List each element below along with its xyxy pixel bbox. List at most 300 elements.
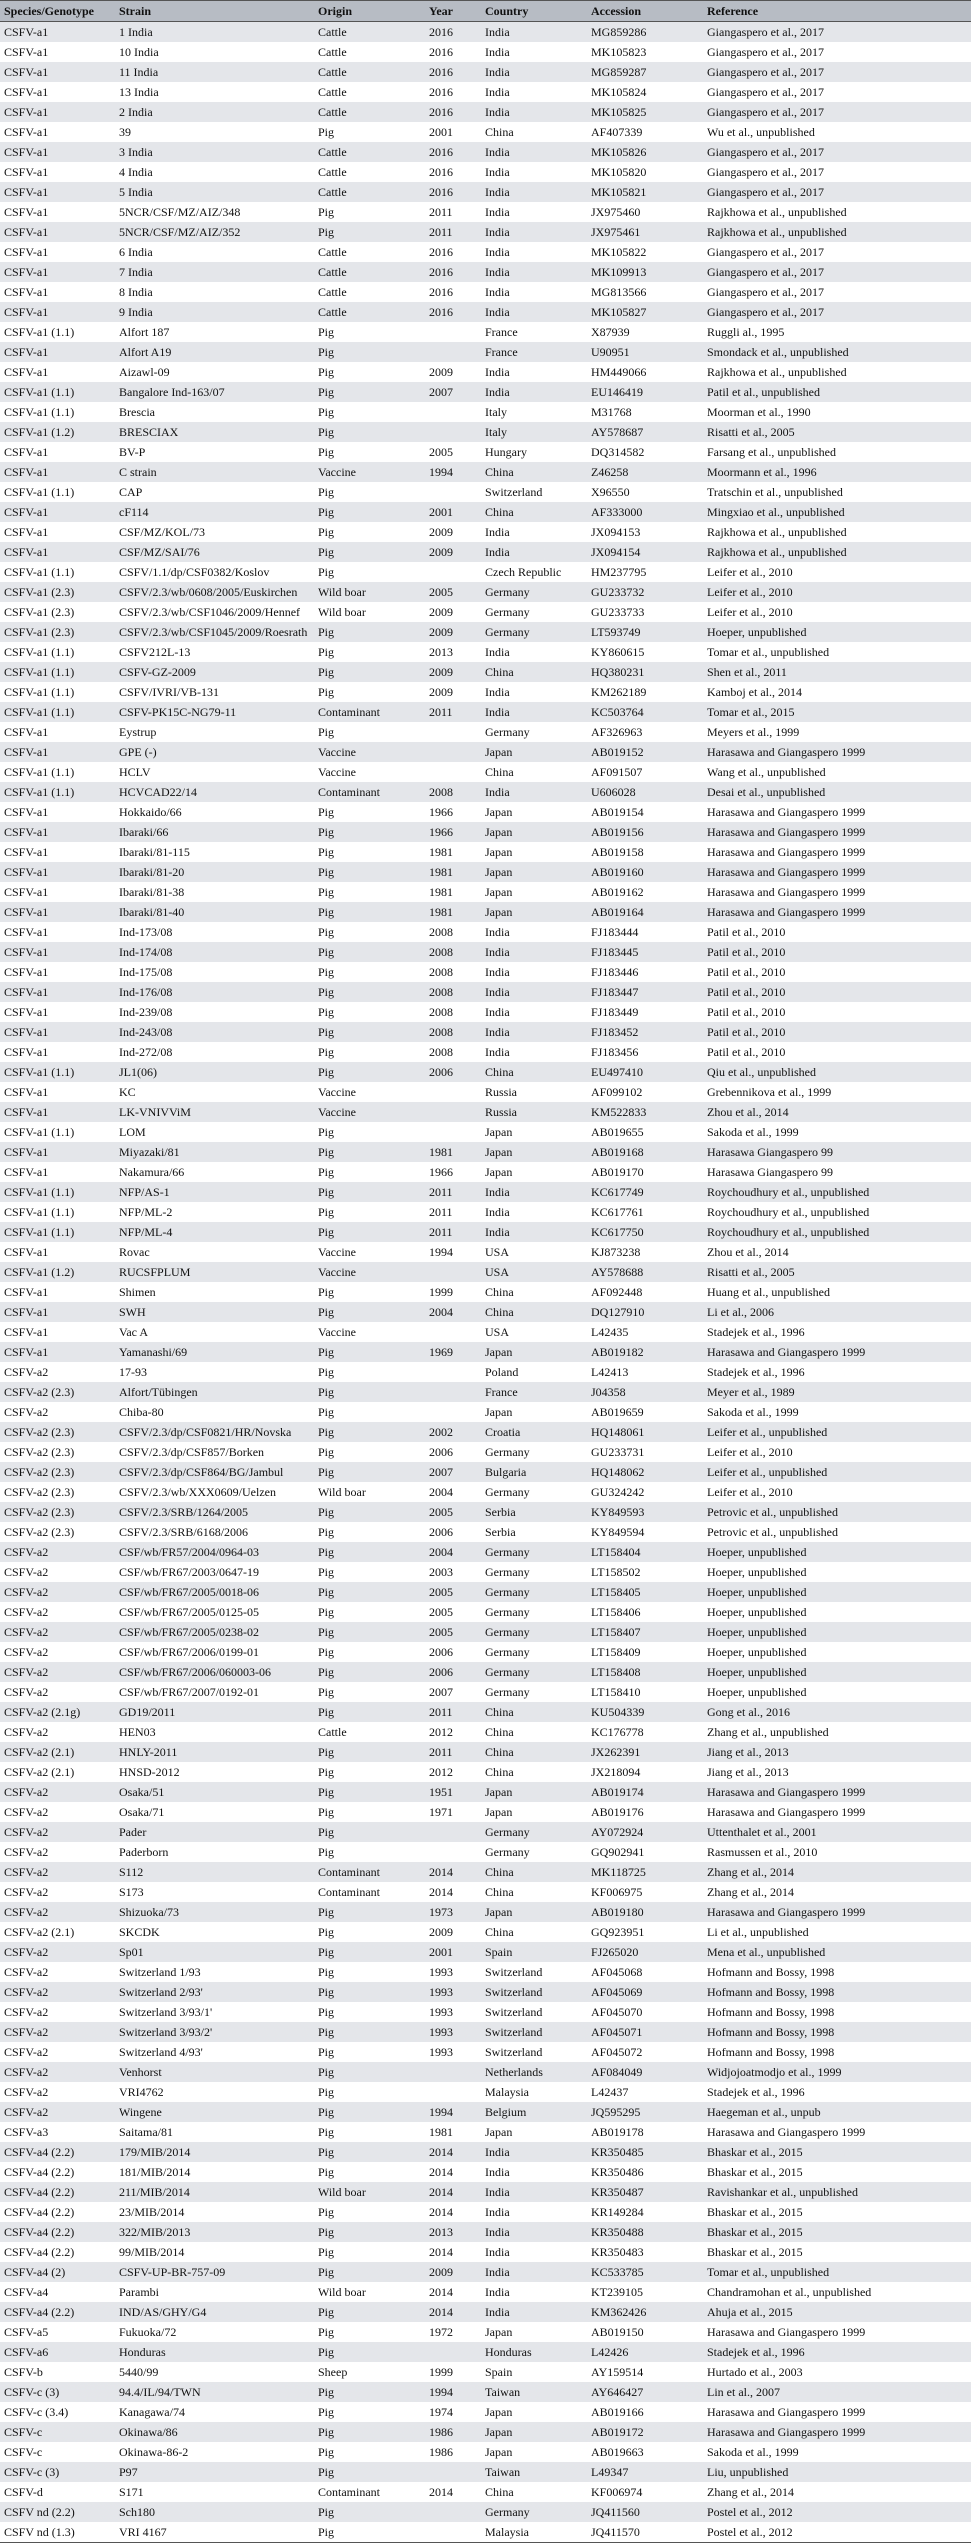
cell-strain: 179/MIB/2014: [115, 2142, 314, 2162]
table-row: [0, 1382, 971, 1402]
cell-species-genotype: CSFV-a1 (1.1): [0, 702, 115, 722]
cell-accession: LT158404: [587, 1542, 703, 1562]
cell-strain: SKCDK: [115, 1922, 314, 1942]
cell-origin: Pig: [314, 942, 425, 962]
cell-reference: Hofmann and Bossy, 1998: [703, 1962, 971, 1982]
cell-strain: CSF/wb/FR67/2005/0125-05: [115, 1602, 314, 1622]
cell-species-genotype: CSFV-a2: [0, 2042, 115, 2062]
cell-origin: Contaminant: [314, 2482, 425, 2502]
cell-accession: AB019154: [587, 802, 703, 822]
table-row: [0, 922, 971, 942]
cell-strain: CSFV/2.3/wb/0608/2005/Euskirchen: [115, 582, 314, 602]
cell-accession: KR149284: [587, 2202, 703, 2222]
cell-species-genotype: CSFV-a1: [0, 162, 115, 182]
cell-reference: Desai et al., unpublished: [703, 782, 971, 802]
cell-strain: Bangalore Ind-163/07: [115, 382, 314, 402]
cell-year: 2008: [425, 942, 481, 962]
cell-country: Italy: [481, 402, 587, 422]
table-row: [0, 142, 971, 162]
cell-strain: JL1(06): [115, 1062, 314, 1082]
cell-reference: Bhaskar et al., 2015: [703, 2162, 971, 2182]
table-row: [0, 2342, 971, 2362]
header-origin: Origin: [314, 1, 425, 22]
table-row: [0, 722, 971, 742]
cell-reference: Hofmann and Bossy, 1998: [703, 2022, 971, 2042]
cell-accession: FJ183447: [587, 982, 703, 1002]
cell-reference: Haegeman et al., unpub: [703, 2102, 971, 2122]
cell-accession: GQ902941: [587, 1842, 703, 1862]
cell-strain: Parambi: [115, 2282, 314, 2302]
cell-year: [425, 1382, 481, 1402]
cell-species-genotype: CSFV-a1: [0, 342, 115, 362]
cell-origin: Pig: [314, 482, 425, 502]
cell-origin: Pig: [314, 1302, 425, 1322]
cell-origin: Pig: [314, 2402, 425, 2422]
cell-year: 2009: [425, 662, 481, 682]
cell-origin: Vaccine: [314, 742, 425, 762]
table-row: [0, 1642, 971, 1662]
cell-accession: AB019659: [587, 1402, 703, 1422]
cell-reference: Liu, unpublished: [703, 2462, 971, 2482]
cell-species-genotype: CSFV-a1 (1.1): [0, 1202, 115, 1222]
cell-accession: AY159514: [587, 2362, 703, 2382]
cell-species-genotype: CSFV-a1: [0, 182, 115, 202]
cell-year: 1981: [425, 902, 481, 922]
header-reference: Reference: [703, 1, 971, 22]
cell-reference: Moormann et al., 1996: [703, 462, 971, 482]
cell-country: China: [481, 1762, 587, 1782]
table-row: [0, 2202, 971, 2222]
cell-reference: Harasawa and Giangaspero 1999: [703, 742, 971, 762]
cell-accession: HM449066: [587, 362, 703, 382]
cell-country: USA: [481, 1322, 587, 1342]
cell-accession: JX218094: [587, 1762, 703, 1782]
cell-strain: Brescia: [115, 402, 314, 422]
cell-year: [425, 482, 481, 502]
cell-origin: Pig: [314, 542, 425, 562]
cell-accession: KR350487: [587, 2182, 703, 2202]
table-body: [0, 22, 971, 2543]
cell-strain: VRI 4167: [115, 2522, 314, 2543]
cell-reference: Zhang et al., 2014: [703, 1882, 971, 1902]
cell-origin: Pig: [314, 2262, 425, 2282]
cell-year: 2016: [425, 262, 481, 282]
cell-species-genotype: CSFV-a2 (2.3): [0, 1522, 115, 1542]
cell-country: India: [481, 642, 587, 662]
cell-species-genotype: CSFV-a1: [0, 222, 115, 242]
cell-reference: Bhaskar et al., 2015: [703, 2222, 971, 2242]
table-row: [0, 582, 971, 602]
cell-year: [425, 1362, 481, 1382]
cell-strain: S112: [115, 1862, 314, 1882]
cell-strain: Sp01: [115, 1942, 314, 1962]
cell-reference: Petrovic et al., unpublished: [703, 1502, 971, 1522]
cell-accession: U606028: [587, 782, 703, 802]
cell-year: [425, 1082, 481, 1102]
cell-strain: 13 India: [115, 82, 314, 102]
cell-country: Japan: [481, 1782, 587, 1802]
cell-reference: Risatti et al., 2005: [703, 422, 971, 442]
cell-year: [425, 762, 481, 782]
cell-strain: HCVCAD22/14: [115, 782, 314, 802]
cell-reference: Stadejek et al., 1996: [703, 2342, 971, 2362]
cell-origin: Pig: [314, 1702, 425, 1722]
cell-year: 1972: [425, 2322, 481, 2342]
cell-reference: Stadejek et al., 1996: [703, 1362, 971, 1382]
cell-species-genotype: CSFV-a1 (1.1): [0, 382, 115, 402]
cell-reference: Farsang et al., unpublished: [703, 442, 971, 462]
table-row: [0, 1982, 971, 2002]
cell-origin: Vaccine: [314, 1082, 425, 1102]
cell-year: 2007: [425, 1682, 481, 1702]
cell-year: 1993: [425, 2022, 481, 2042]
cell-year: 1971: [425, 1802, 481, 1822]
cell-strain: 181/MIB/2014: [115, 2162, 314, 2182]
cell-year: 2002: [425, 1422, 481, 1442]
cell-strain: CSF/wb/FR67/2005/0018-06: [115, 1582, 314, 1602]
cell-species-genotype: CSFV-a1: [0, 742, 115, 762]
cell-accession: J04358: [587, 1382, 703, 1402]
cell-strain: CSFV-PK15C-NG79-11: [115, 702, 314, 722]
cell-accession: AB019164: [587, 902, 703, 922]
cell-strain: Alfort/Tübingen: [115, 1382, 314, 1402]
cell-country: India: [481, 222, 587, 242]
cell-strain: CSF/wb/FR67/2005/0238-02: [115, 1622, 314, 1642]
cell-origin: Pig: [314, 2242, 425, 2262]
cell-origin: Pig: [314, 1982, 425, 2002]
cell-year: 1974: [425, 2402, 481, 2422]
cell-country: Japan: [481, 2422, 587, 2442]
cell-year: [425, 1262, 481, 1282]
cell-origin: Cattle: [314, 302, 425, 322]
cell-accession: AF326963: [587, 722, 703, 742]
cell-strain: CSFV212L-13: [115, 642, 314, 662]
cell-accession: KR350483: [587, 2242, 703, 2262]
table-row: [0, 1762, 971, 1782]
cell-accession: AB019174: [587, 1782, 703, 1802]
cell-strain: 211/MIB/2014: [115, 2182, 314, 2202]
cell-species-genotype: CSFV-a2: [0, 1822, 115, 1842]
cell-accession: LT158409: [587, 1642, 703, 1662]
cell-reference: Stadejek et al., 1996: [703, 2082, 971, 2102]
cell-origin: Pig: [314, 2502, 425, 2522]
cell-species-genotype: CSFV-a1: [0, 82, 115, 102]
cell-species-genotype: CSFV-a1: [0, 882, 115, 902]
cell-country: China: [481, 1882, 587, 1902]
cell-reference: Patil et al., 2010: [703, 942, 971, 962]
cell-reference: Giangaspero et al., 2017: [703, 42, 971, 62]
cell-species-genotype: CSFV-a1: [0, 902, 115, 922]
cell-country: China: [481, 122, 587, 142]
cell-country: Switzerland: [481, 1982, 587, 2002]
cell-strain: Switzerland 4/93': [115, 2042, 314, 2062]
cell-accession: KC617749: [587, 1182, 703, 1202]
cell-strain: Ibaraki/66: [115, 822, 314, 842]
cell-year: 1966: [425, 802, 481, 822]
cell-origin: Pig: [314, 2162, 425, 2182]
cell-year: 1951: [425, 1782, 481, 1802]
cell-strain: Ind-239/08: [115, 1002, 314, 1022]
cell-country: Russia: [481, 1102, 587, 1122]
cell-accession: HQ148061: [587, 1422, 703, 1442]
cell-country: Japan: [481, 2322, 587, 2342]
cell-reference: Hofmann and Bossy, 1998: [703, 1982, 971, 2002]
cell-year: [425, 2082, 481, 2102]
cell-origin: Pig: [314, 902, 425, 922]
cell-country: India: [481, 202, 587, 222]
cell-strain: Alfort A19: [115, 342, 314, 362]
cell-reference: Huang et al., unpublished: [703, 1282, 971, 1302]
cell-country: Japan: [481, 1402, 587, 1422]
cell-accession: AY646427: [587, 2382, 703, 2402]
cell-accession: HM237795: [587, 562, 703, 582]
cell-year: 2014: [425, 2142, 481, 2162]
cell-species-genotype: CSFV-a2: [0, 1942, 115, 1962]
table-row: [0, 1682, 971, 1702]
cell-species-genotype: CSFV-a2 (2.3): [0, 1422, 115, 1442]
cell-reference: Giangaspero et al., 2017: [703, 142, 971, 162]
cell-origin: Pig: [314, 1542, 425, 1562]
cell-species-genotype: CSFV-a2 (2.3): [0, 1502, 115, 1522]
cell-origin: Pig: [314, 1782, 425, 1802]
cell-strain: 10 India: [115, 42, 314, 62]
cell-strain: HNLY-2011: [115, 1742, 314, 1762]
cell-reference: Harasawa and Giangaspero 1999: [703, 1782, 971, 1802]
table-row: [0, 2502, 971, 2522]
cell-country: India: [481, 362, 587, 382]
cell-strain: CSF/MZ/KOL/73: [115, 522, 314, 542]
cell-species-genotype: CSFV-a2: [0, 2102, 115, 2122]
cell-strain: CSF/wb/FR67/2003/0647-19: [115, 1562, 314, 1582]
cell-strain: CSFV/2.3/SRB/1264/2005: [115, 1502, 314, 1522]
cell-country: France: [481, 1382, 587, 1402]
cell-origin: Pig: [314, 1762, 425, 1782]
table-row: [0, 2422, 971, 2442]
cell-origin: Pig: [314, 1662, 425, 1682]
table-row: [0, 1842, 971, 1862]
table-row: [0, 242, 971, 262]
cell-country: Japan: [481, 742, 587, 762]
cell-year: [425, 742, 481, 762]
cell-strain: Chiba-80: [115, 1402, 314, 1422]
cell-reference: Patil et al., 2010: [703, 1042, 971, 1062]
cell-country: Croatia: [481, 1422, 587, 1442]
cell-origin: Pig: [314, 402, 425, 422]
cell-species-genotype: CSFV-a2 (2.3): [0, 1442, 115, 1462]
table-row: [0, 522, 971, 542]
cell-accession: HQ148062: [587, 1462, 703, 1482]
cell-strain: Ind-243/08: [115, 1022, 314, 1042]
cell-strain: CAP: [115, 482, 314, 502]
table-header: [0, 1, 971, 22]
cell-year: 2006: [425, 1662, 481, 1682]
cell-country: China: [481, 1862, 587, 1882]
cell-strain: 23/MIB/2014: [115, 2202, 314, 2222]
cell-strain: BV-P: [115, 442, 314, 462]
cell-year: 2016: [425, 142, 481, 162]
cell-reference: Ruggli al., 1995: [703, 322, 971, 342]
cell-year: 2007: [425, 1462, 481, 1482]
table-row: [0, 402, 971, 422]
cell-species-genotype: CSFV-c: [0, 2422, 115, 2442]
cell-accession: FJ183449: [587, 1002, 703, 1022]
table-row: [0, 2282, 971, 2302]
table-row: [0, 1082, 971, 1102]
cell-species-genotype: CSFV-a4: [0, 2282, 115, 2302]
cell-species-genotype: CSFV-a1: [0, 302, 115, 322]
cell-accession: AF091507: [587, 762, 703, 782]
cell-year: 2011: [425, 202, 481, 222]
cell-origin: Vaccine: [314, 1262, 425, 1282]
cell-year: 2011: [425, 1742, 481, 1762]
cell-year: 2008: [425, 1022, 481, 1042]
table-row: [0, 262, 971, 282]
table-row: [0, 1502, 971, 1522]
table-row: [0, 2302, 971, 2322]
cell-strain: Miyazaki/81: [115, 1142, 314, 1162]
cell-origin: Pig: [314, 222, 425, 242]
cell-year: [425, 402, 481, 422]
cell-reference: Stadejek et al., 1996: [703, 1322, 971, 1342]
cell-origin: Cattle: [314, 102, 425, 122]
cell-country: Belgium: [481, 2102, 587, 2122]
table-row: [0, 802, 971, 822]
cell-origin: Pig: [314, 1922, 425, 1942]
cell-strain: CSF/wb/FR67/2006/060003-06: [115, 1662, 314, 1682]
cell-year: 2009: [425, 1922, 481, 1942]
cell-year: 2009: [425, 622, 481, 642]
cell-reference: Hoeper, unpublished: [703, 1642, 971, 1662]
cell-species-genotype: CSFV-a2: [0, 1362, 115, 1382]
cell-origin: Pig: [314, 1222, 425, 1242]
cell-reference: Wu et al., unpublished: [703, 122, 971, 142]
cell-country: Germany: [481, 1542, 587, 1562]
cell-year: 2006: [425, 1442, 481, 1462]
cell-year: 1973: [425, 1902, 481, 1922]
cell-country: Germany: [481, 1582, 587, 1602]
cell-accession: AB019655: [587, 1122, 703, 1142]
cell-accession: AF045071: [587, 2022, 703, 2042]
cell-origin: Pig: [314, 122, 425, 142]
cell-species-genotype: CSFV-a2: [0, 1602, 115, 1622]
table-row: [0, 2482, 971, 2502]
table-row: [0, 2322, 971, 2342]
cell-year: 2005: [425, 1622, 481, 1642]
cell-country: India: [481, 542, 587, 562]
cell-strain: KC: [115, 1082, 314, 1102]
cell-year: 2004: [425, 1482, 481, 1502]
cell-species-genotype: CSFV-a1: [0, 122, 115, 142]
cell-reference: Hoeper, unpublished: [703, 1602, 971, 1622]
cell-reference: Patil et al., 2010: [703, 1022, 971, 1042]
cell-origin: Pig: [314, 1282, 425, 1302]
cell-species-genotype: CSFV-a4 (2.2): [0, 2222, 115, 2242]
cell-origin: Pig: [314, 1442, 425, 1462]
cell-year: 1999: [425, 2362, 481, 2382]
cell-species-genotype: CSFV-a2: [0, 1582, 115, 1602]
cell-accession: AB019180: [587, 1902, 703, 1922]
cell-country: India: [481, 1182, 587, 1202]
cell-species-genotype: CSFV-a1: [0, 202, 115, 222]
cell-year: 1981: [425, 1142, 481, 1162]
cell-country: Germany: [481, 1682, 587, 1702]
table-row: [0, 1582, 971, 1602]
cell-accession: Z46258: [587, 462, 703, 482]
cell-country: Germany: [481, 622, 587, 642]
cell-reference: Grebennikova et al., 1999: [703, 1082, 971, 1102]
cell-year: 2005: [425, 582, 481, 602]
cell-year: 2016: [425, 302, 481, 322]
table-row: [0, 1722, 971, 1742]
cell-accession: KM362426: [587, 2302, 703, 2322]
cell-year: 2007: [425, 382, 481, 402]
header-accession: Accession: [587, 1, 703, 22]
table-row: [0, 1062, 971, 1082]
table-row: [0, 2022, 971, 2042]
cell-country: India: [481, 102, 587, 122]
cell-reference: Sakoda et al., 1999: [703, 2442, 971, 2462]
cell-country: Japan: [481, 902, 587, 922]
cell-accession: KF006975: [587, 1882, 703, 1902]
cell-origin: Pig: [314, 2022, 425, 2042]
cell-year: 2014: [425, 2202, 481, 2222]
cell-species-genotype: CSFV-a4 (2): [0, 2262, 115, 2282]
cell-year: 1994: [425, 2382, 481, 2402]
cell-country: China: [481, 462, 587, 482]
cell-species-genotype: CSFV-a4 (2.2): [0, 2242, 115, 2262]
cell-species-genotype: CSFV-a1: [0, 1002, 115, 1022]
cell-origin: Cattle: [314, 82, 425, 102]
cell-origin: Pig: [314, 842, 425, 862]
cell-accession: LT158408: [587, 1662, 703, 1682]
cell-reference: Giangaspero et al., 2017: [703, 262, 971, 282]
cell-species-genotype: CSFV-a1 (1.1): [0, 662, 115, 682]
cell-country: China: [481, 1702, 587, 1722]
cell-strain: CSF/wb/FR67/2006/0199-01: [115, 1642, 314, 1662]
cell-reference: Giangaspero et al., 2017: [703, 182, 971, 202]
cell-origin: Wild boar: [314, 582, 425, 602]
cell-country: India: [481, 2302, 587, 2322]
cell-species-genotype: CSFV-a1 (2.3): [0, 602, 115, 622]
cell-country: China: [481, 1742, 587, 1762]
cell-strain: CSFV/1.1/dp/CSF0382/Koslov: [115, 562, 314, 582]
cell-origin: Pig: [314, 2222, 425, 2242]
cell-strain: CSFV/2.3/wb/CSF1045/2009/Roesrath: [115, 622, 314, 642]
cell-country: China: [481, 1062, 587, 1082]
cell-year: 2014: [425, 2242, 481, 2262]
cell-accession: DQ314582: [587, 442, 703, 462]
cell-country: Taiwan: [481, 2382, 587, 2402]
table-row: [0, 2042, 971, 2062]
cell-country: China: [481, 1922, 587, 1942]
cell-year: [425, 2462, 481, 2482]
cell-species-genotype: CSFV-a1: [0, 282, 115, 302]
cell-origin: Wild boar: [314, 1482, 425, 1502]
cell-year: [425, 322, 481, 342]
cell-strain: Sch180: [115, 2502, 314, 2522]
cell-year: 2005: [425, 1502, 481, 1522]
cell-strain: Shizuoka/73: [115, 1902, 314, 1922]
cell-origin: Pig: [314, 1522, 425, 1542]
cell-species-genotype: CSFV-a2: [0, 2062, 115, 2082]
cell-species-genotype: CSFV-a2: [0, 1662, 115, 1682]
cell-strain: NFP/ML-4: [115, 1222, 314, 1242]
cell-species-genotype: CSFV-a1: [0, 1302, 115, 1322]
cell-origin: Pig: [314, 2042, 425, 2062]
table-row: [0, 1622, 971, 1642]
cell-reference: Roychoudhury et al., unpublished: [703, 1202, 971, 1222]
cell-year: 1981: [425, 842, 481, 862]
